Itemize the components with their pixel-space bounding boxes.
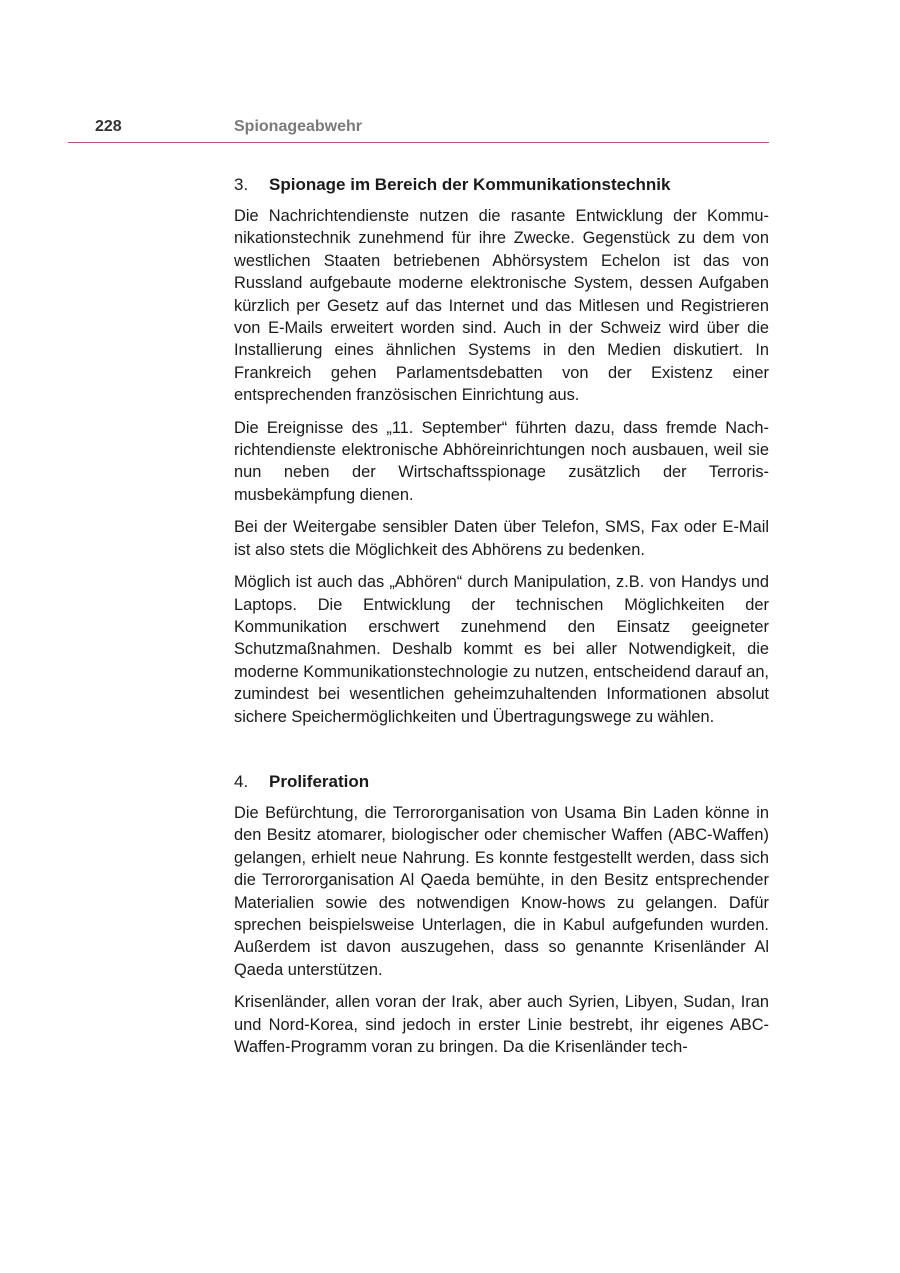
section-heading: [234, 771, 769, 793]
paragraph: Die Ereignisse des „11. September“ führten dazu, dass fremde Nachrichtendienste elektronische Abhöreinrichtungen noch ausbauen, weil sie nun neben der Wirtschaftsspionage zusätzlich der Terrorismusbekämpfung dienen.: [234, 418, 769, 504]
page-number: 228: [95, 118, 122, 135]
section-number: 3.: [234, 175, 249, 194]
section-number: 4.: [234, 771, 249, 791]
paragraph: Die Nachrichtendienste nutzen die rasante Entwicklung der Kommunikationstechnik zunehmend für ihre Zwecke. Gegenstück zu dem von westlichen Staaten betriebenen Abhörsystem Echelon ist das von Russland aufgebaute moderne elektronische System, dessen Aufgaben kürzlich per Gesetz auf das Internet und das Mitlesen und Registrieren von E-Mails erweitert worden sind. Auch in der Schweiz wird über die Installierung eines ähnlichen Systems in den Medien diskutiert. In Frankreich gehen Parlamentsdebatten von der Existenz einer entsprechenden französischen Einrichtung aus.: [234, 207, 769, 405]
paragraph: Krisenländer, allen voran der Irak, aber auch Syrien, Libyen, Sudan, Iran und Nord-Korea, sind jedoch in erster Linie bestrebt, ihr eigenes ABC-Waffen-Programm voran zu bringen. Da die Krisenländer tech-: [234, 993, 769, 1056]
section-3: [234, 174, 769, 728]
page-header: [68, 116, 769, 143]
paragraph: Bei der Weitergabe sensibler Daten über Telefon, SMS, Fax oder E-Mail ist also stets die Möglichkeit des Abhörens zu bedenken.: [234, 518, 769, 559]
page-body: [234, 174, 769, 1068]
paragraph: Die Befürchtung, die Terrororganisation von Usama Bin Laden könne in den Besitz atomarer, biologischer oder chemischer Waffen (ABC-Waffen) gelangen, erhielt neue Nahrung. Es konnte festgestellt werden, dass sich die Terrororganisation Al Qaeda bemühte, in den Besitz entsprechender Materialien sowie des notwendigen Know-hows zu gelangen. Dafür sprechen beispielsweise Unterlagen, die in Kabul aufgefunden wurden. Außerdem ist davon auszugehen, dass so genannte Krisenländer Al Qaeda unterstützen.: [234, 803, 769, 979]
section-heading: [234, 174, 769, 196]
paragraph: Möglich ist auch das „Abhören“ durch Manipulation, z.B. von Handys und Laptops. Die Entwicklung der technischen Möglichkeiten der Kommunikation erschwert zunehmend den Einsatz geeigneter Schutzmaßnahmen. Deshalb kommt es bei aller Notwendigkeit, die moderne Kommunikationstechnologie zu nutzen, entscheidend darauf an, zumindest bei wesentlichen geheimzuhaltenden Informationen absolut sichere Speichermöglichkeiten und Übertragungswege zu wählen.: [234, 573, 769, 726]
section-title: Spionage im Bereich der Kommunikationstechnik: [269, 175, 671, 194]
section-title: Proliferation: [269, 771, 370, 791]
section-4: [234, 771, 769, 1058]
section-divider-space: [234, 738, 769, 771]
running-head: Spionageabwehr: [234, 118, 363, 135]
